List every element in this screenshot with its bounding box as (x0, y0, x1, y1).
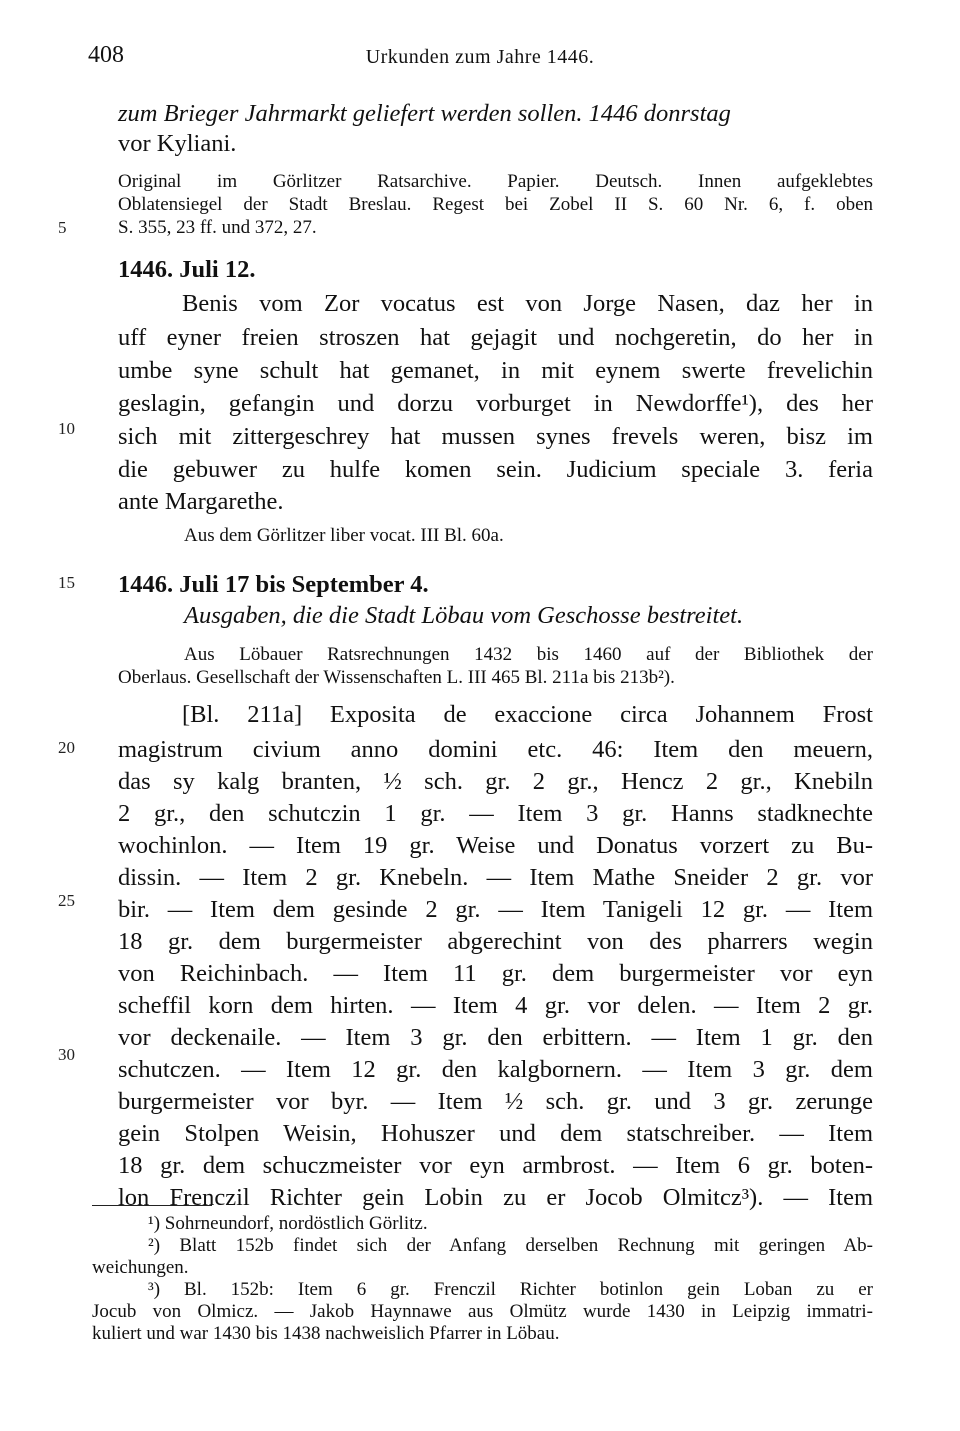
line-number-20: 20 (58, 738, 75, 757)
text-line: sich mit zittergeschrey hat mussen synes frevels weren, bisz im (118, 423, 873, 450)
text-line: magistrum civium anno domini etc. 46: Item den meuern, (118, 736, 873, 763)
text-line: uff eyner freien stroszen hat gejagit und nochgeretin, do her in (118, 324, 873, 351)
entry-heading: 1446. Juli 12. (118, 256, 256, 283)
line-number-30: 30 (58, 1045, 75, 1064)
footnote: ²) Blatt 152b findet sich der Anfang derselben Rechnung mit geringen Ab- (148, 1235, 873, 1256)
footnote-divider (92, 1205, 212, 1206)
entry-summary: Ausgaben, die die Stadt Löbau vom Geschosse bestreitet. (184, 602, 744, 629)
text-line: umbe syne schult hat gemanet, in mit eynem swerte frevelichin (118, 357, 873, 384)
text-line: Benis vom Zor vocatus est von Jorge Nasen, daz her in (182, 290, 873, 317)
running-header: Urkunden zum Jahre 1446. (365, 46, 595, 68)
text-line: von Reichinbach. — Item 11 gr. dem burgermeister vor eyn (118, 960, 873, 987)
text-line: gein Stolpen Weisin, Hohuszer und dem statschreiber. — Item (118, 1120, 873, 1147)
text-line: 2 gr., den schutczin 1 gr. — Item 3 gr. Hanns stadknechte (118, 800, 873, 827)
text-line: lon Frenczil Richter gein Lobin zu er Jocob Olmitcz³). — Item (118, 1184, 873, 1211)
footnote: ³) Bl. 152b: Item 6 gr. Frenczil Richter botinlon gein Loban zu er (148, 1279, 873, 1300)
text-line: [Bl. 211a] Exposita de exaccione circa Johannem Frost (182, 701, 873, 728)
footnote: weichungen. (92, 1257, 189, 1278)
text-line: vor deckenaile. — Item 3 gr. den erbittern. — Item 1 gr. den (118, 1024, 873, 1051)
text-line: bir. — Item dem gesinde 2 gr. — Item Tanigeli 12 gr. — Item (118, 896, 873, 923)
text-line: zum Brieger Jahrmarkt geliefert werden sollen. 1446 donrstag (118, 100, 731, 127)
entry-heading: 1446. Juli 17 bis September 4. (118, 571, 429, 598)
text-line: das sy kalg branten, ½ sch. gr. 2 gr., Hencz 2 gr., Knebiln (118, 768, 873, 795)
line-number-10: 10 (58, 419, 75, 438)
source-note: Aus Löbauer Ratsrechnungen 1432 bis 1460 auf der Bibliothek der (184, 644, 873, 665)
source-note: Original im Görlitzer Ratsarchive. Papier. Deutsch. Innen aufgeklebtes (118, 171, 873, 192)
text-line: dissin. — Item 2 gr. Knebeln. — Item Mathe Sneider 2 gr. vor (118, 864, 873, 891)
text-line: geslagin, gefangin und dorzu vorburget in Newdorffe¹), des her (118, 390, 873, 417)
footnote: Jocub von Olmicz. — Jakob Haynnawe aus Olmütz wurde 1430 in Leipzig immatri- (92, 1301, 873, 1322)
text-line: 18 gr. dem burgermeister abgerechint von des pharrers wegin (118, 928, 873, 955)
text-line: wochinlon. — Item 19 gr. Weise und Donatus vorzert zu Bu- (118, 832, 873, 859)
text-line: vor Kyliani. (118, 130, 237, 157)
source-note: S. 355, 23 ff. und 372, 27. (118, 217, 317, 238)
line-number-15: 15 (58, 573, 75, 592)
page-number: 408 (88, 42, 124, 68)
source-note: Aus dem Görlitzer liber vocat. III Bl. 60a. (184, 525, 504, 546)
source-note: Oberlaus. Gesellschaft der Wissenschaften L. III 465 Bl. 211a bis 213b²). (118, 667, 675, 688)
text-line: 18 gr. dem schuczmeister vor eyn armbrost. — Item 6 gr. boten- (118, 1152, 873, 1179)
line-number-5: 5 (58, 218, 67, 237)
text-line: ante Margarethe. (118, 488, 284, 515)
text-line: burgermeister vor byr. — Item ½ sch. gr. und 3 gr. zerunge (118, 1088, 873, 1115)
footnote: kuliert und war 1430 bis 1438 nachweislich Pfarrer in Löbau. (92, 1323, 560, 1344)
text-line: schutczen. — Item 12 gr. den kalgbornern. — Item 3 gr. dem (118, 1056, 873, 1083)
source-note: Oblatensiegel der Stadt Breslau. Regest bei Zobel II S. 60 Nr. 6, f. oben (118, 194, 873, 215)
text-line: die gebuwer zu hulfe komen sein. Judicium speciale 3. feria (118, 456, 873, 483)
line-number-25: 25 (58, 891, 75, 910)
footnote: ¹) Sohrneundorf, nordöstlich Görlitz. (148, 1213, 428, 1234)
text-line: scheffil korn dem hirten. — Item 4 gr. vor delen. — Item 2 gr. (118, 992, 873, 1019)
